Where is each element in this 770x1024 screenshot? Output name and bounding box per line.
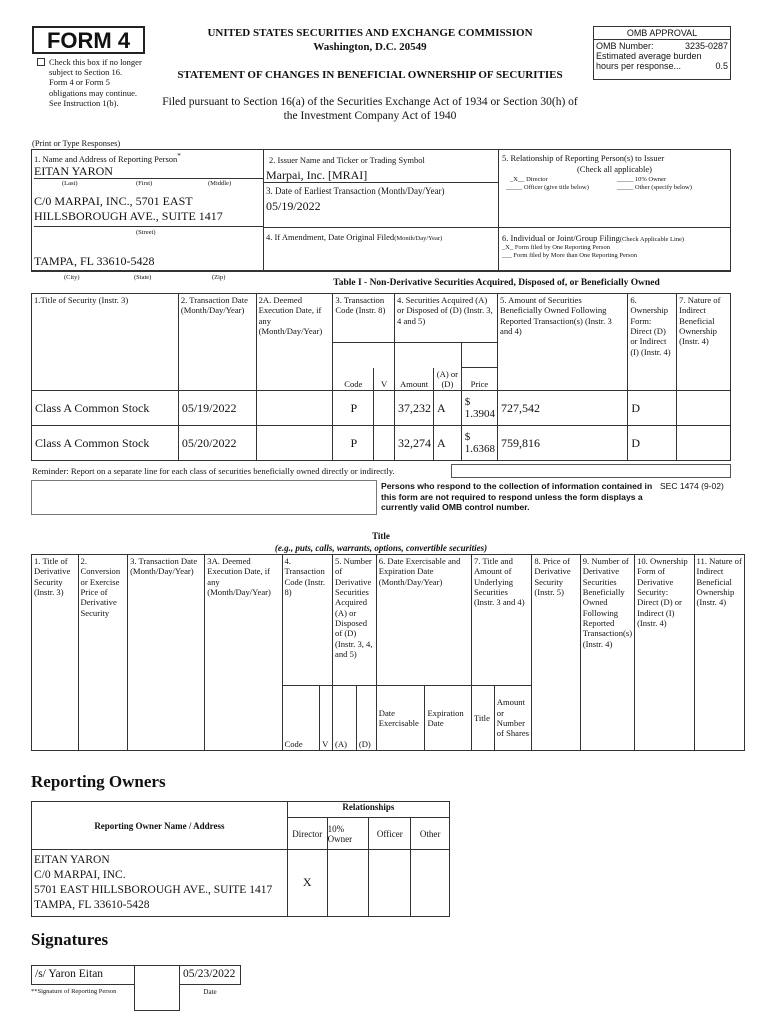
table2-subtitle: (e.g., puts, calls, warrants, options, convertible securities) [274,543,488,553]
box6-check: (Check Applicable Line) [619,236,685,243]
no-longer-subject-checkbox[interactable] [37,58,45,66]
other-relationship: _____ Other (specify below) [617,184,692,191]
t2-h7: 7. Title and Amount of Underlying Securities (Instr. 3 and 4) [471,555,531,686]
owner-name-header: Reporting Owner Name / Address [32,802,288,850]
issuer-name-ticker: Marpai, Inc. [MRAI] [266,168,368,182]
officer-header: Officer [369,818,411,850]
omb-approval-box [593,26,731,80]
address-line2: HILLSBOROUGH AVE., SUITE 1417 [34,209,223,223]
form-title: FORM 4 [46,28,131,53]
t1-r0-deemed [256,391,333,426]
agency-name: UNITED STATES SECURITIES AND EXCHANGE COMMISSION [207,27,533,39]
t1-r1-owned: 759,816 [498,426,628,461]
t1-r1-ad: A [434,426,462,461]
checkbox-text: Check this box if no longer subject to Section 16. Form 4 or Form 5 obligations may continue. See Instruction 1(b). [49,57,142,108]
box4-label: 4. If Amendment, Date Original Filed [266,232,395,242]
director-relationship: _X__ Director [510,176,548,183]
owner-line4: TAMPA, FL 33610-5428 [34,898,150,911]
t1-h3: 3. Transaction Code (Instr. 8) [333,294,395,343]
t1-r1-nature [677,426,731,461]
t2-h3a: 3A. Deemed Execution Date, if any (Month/Day/Year) [205,555,282,751]
officer-relationship: _____ Officer (give title below) [506,184,589,191]
zip-caption: (Zip) [212,274,226,281]
t2-h4: 4. Transaction Code (Instr. 8) [282,555,333,686]
persons-respond-notice: Persons who respond to the collection of information contained in this form are not required to respond unless the form displays a currently valid OMB control number. [381,481,653,513]
owner-line2: C/0 MARPAI, INC. [34,868,126,881]
owner-director-mark: X [287,850,327,917]
t2-expiration: Expiration Date [425,686,472,751]
box5-label: 5. Relationship of Reporting Person(s) to Issuer [502,153,665,163]
reporting-owners-table [31,801,450,917]
t2-h1: 1. Title of Derivative Security (Instr. 3) [32,555,79,751]
owner-officer-mark [369,850,411,917]
t1-r1-deemed [256,426,333,461]
print-type-note: (Print or Type Responses) [32,138,121,148]
table1-title: Table I - Non-Derivative Securities Acquired, Disposed of, or Beneficially Owned [333,278,660,288]
box6-label: 6. Individual or Joint/Group Filing [502,233,620,243]
reporting-person-name: EITAN YARON [34,164,113,178]
earliest-transaction-date: 05/19/2022 [266,199,321,213]
t2-h6: 6. Date Exercisable and Expiration Date (Month/Day/Year) [376,555,471,686]
t1-r1-price: $ 1.6368 [461,426,497,461]
statement-title: STATEMENT OF CHANGES IN BENEFICIAL OWNERSHIP OF SECURITIES [177,69,563,81]
box4-sub: (Month/Day/Year) [394,235,443,242]
omb-number: 3235-0287 [684,41,728,51]
table-row [32,391,731,426]
t1-r1-date: 05/20/2022 [178,426,256,461]
t2-h8: 8. Price of Derivative Security (Instr. 5) [532,555,580,751]
t1-r0-date: 05/19/2022 [178,391,256,426]
no-longer-subject-checkbox-row[interactable] [37,57,142,108]
t1-h2: 2. Transaction Date (Month/Day/Year) [178,294,256,391]
table2 [31,554,745,751]
t2-date-exercisable: Date Exercisable [376,686,425,751]
middle-caption: (Middle) [208,180,232,187]
t1-r0-price: $ 1.3904 [461,391,497,426]
reminder-box [31,480,377,515]
omb-burden-label: Estimated average burden [596,51,702,61]
state-caption: (State) [134,274,152,281]
t2-d: (D) [356,686,376,751]
t2-a: (A) [333,686,357,751]
sec-code: SEC 1474 (9-02) [660,481,724,491]
agency-address: Washington, D.C. 20549 [313,41,427,53]
signature-spacer [134,965,180,1011]
t2-h5: 5. Number of Derivative Securities Acquired (A) or Disposed of (D) (Instr. 3, 4, and 5) [333,555,377,686]
owner-line1: EITAN YARON [34,854,110,866]
signatures-heading: Signatures [31,930,109,949]
form-title-box [32,26,145,54]
signature-caption: **Signature of Reporting Person [31,988,117,995]
owner-ten-mark [327,850,369,917]
t1-r1-form: D [628,426,677,461]
t1-r1-title: Class A Common Stock [32,426,179,461]
t1-r1-v [374,426,395,461]
first-caption: (First) [136,180,153,187]
reminder-text: Reminder: Report on a separate line for each class of securities beneficially owned directly or indirectly. [32,466,395,476]
filed-pursuant-line1: Filed pursuant to Section 16(a) of the Securities Exchange Act of 1934 or Section 30(h) of [162,96,578,108]
last-caption: (Last) [62,180,78,187]
t2-amount: Amount or Number of Shares [494,686,532,751]
ten-pct-header: 10% Owner [327,818,369,850]
ten-pct-relationship: _____ 10% Owner [617,176,667,183]
t1-amount: Amount [395,368,434,391]
box1-label: 1. Name and Address of Reporting Person [34,153,178,164]
t1-r0-nature [677,391,731,426]
t2-h2: 2. Conversion or Exercise Price of Derivative Security [78,555,128,751]
city-state-zip: TAMPA, FL 33610-5428 [34,254,155,268]
t1-h5: 5. Amount of Securities Beneficially Owned Following Reported Transaction(s) (Instr. 3 and 4) [498,294,628,391]
t1-v: V [374,368,395,391]
table-row [32,426,731,461]
t2-h3: 3. Transaction Date (Month/Day/Year) [128,555,205,751]
filed-pursuant-line2: the Investment Company Act of 1940 [283,110,457,122]
t1-r0-title: Class A Common Stock [32,391,179,426]
reminder-field [451,464,731,478]
t2-v: V [320,686,333,751]
t1-aord: (A) or (D) [434,368,462,391]
t2-code: Code [282,686,320,751]
t2-h9: 9. Number of Derivative Securities Beneficially Owned Following Reported Transaction(s) (Instr. 4) [580,555,634,751]
t1-h4: 4. Securities Acquired (A) or Disposed of (D) (Instr. 3, 4 and 5) [395,294,498,343]
t2-h10: 10. Ownership Form of Derivative Security: Direct (D) or Indirect (I) (Instr. 4) [635,555,694,751]
owner-line3: 5701 EAST HILLSBOROUGH AVE., SUITE 1417 [34,883,273,896]
table-row [32,850,450,917]
box1-star: * [177,152,181,160]
t1-r0-owned: 727,542 [498,391,628,426]
omb-number-label: OMB Number: [596,41,654,51]
director-header: Director [287,818,327,850]
t1-r1-amount: 32,274 [395,426,434,461]
owner-other-mark [411,850,450,917]
signature-value: /s/ Yaron Eitan [31,965,135,985]
table1 [31,293,731,461]
city-caption: (City) [64,274,80,281]
omb-hours-label: hours per response... [596,61,682,71]
signature-block [31,965,241,1012]
t1-r1-code: P [333,426,374,461]
t1-h6: 6. Ownership Form: Direct (D) or Indirect (I) (Instr. 4) [628,294,677,391]
address-line1: C/0 MARPAI, INC., 5701 EAST [34,194,193,208]
t2-h11: 11. Nature of Indirect Beneficial Ownership (Instr. 4) [694,555,744,751]
t1-r0-v [374,391,395,426]
t1-h2a: 2A. Deemed Execution Date, if any (Month/Day/Year) [256,294,333,391]
date-caption: Date [203,988,217,996]
t1-code: Code [333,368,374,391]
reporting-owners-heading: Reporting Owners [31,772,166,791]
table2-title: Title [372,531,390,541]
t1-r0-code: P [333,391,374,426]
t1-r0-ad: A [434,391,462,426]
filed-by-more: ___ Form filed by More than One Reporting Person [502,252,638,259]
t1-r0-form: D [628,391,677,426]
issuer-boxes [31,149,731,272]
other-header: Other [411,818,450,850]
t1-h7: 7. Nature of Indirect Beneficial Ownership (Instr. 4) [677,294,731,391]
omb-title: OMB APPROVAL [594,27,730,40]
filed-by-one: _X_ Form filed by One Reporting Person [502,244,610,251]
relationships-header: Relationships [287,802,449,818]
box3-label: 3. Date of Earliest Transaction (Month/Day/Year) [266,186,445,196]
omb-hours: 0.5 [715,61,728,71]
box2-label: 2. Issuer Name and Ticker or Trading Symbol [269,155,425,165]
t2-title: Title [471,686,494,751]
t1-h1: 1.Title of Security (Instr. 3) [32,294,179,391]
street-caption: (Street) [136,229,156,236]
box5-check: (Check all applicable) [576,164,653,174]
signature-date: 05/23/2022 [179,965,241,985]
t1-r0-amount: 37,232 [395,391,434,426]
t1-price: Price [461,368,497,391]
